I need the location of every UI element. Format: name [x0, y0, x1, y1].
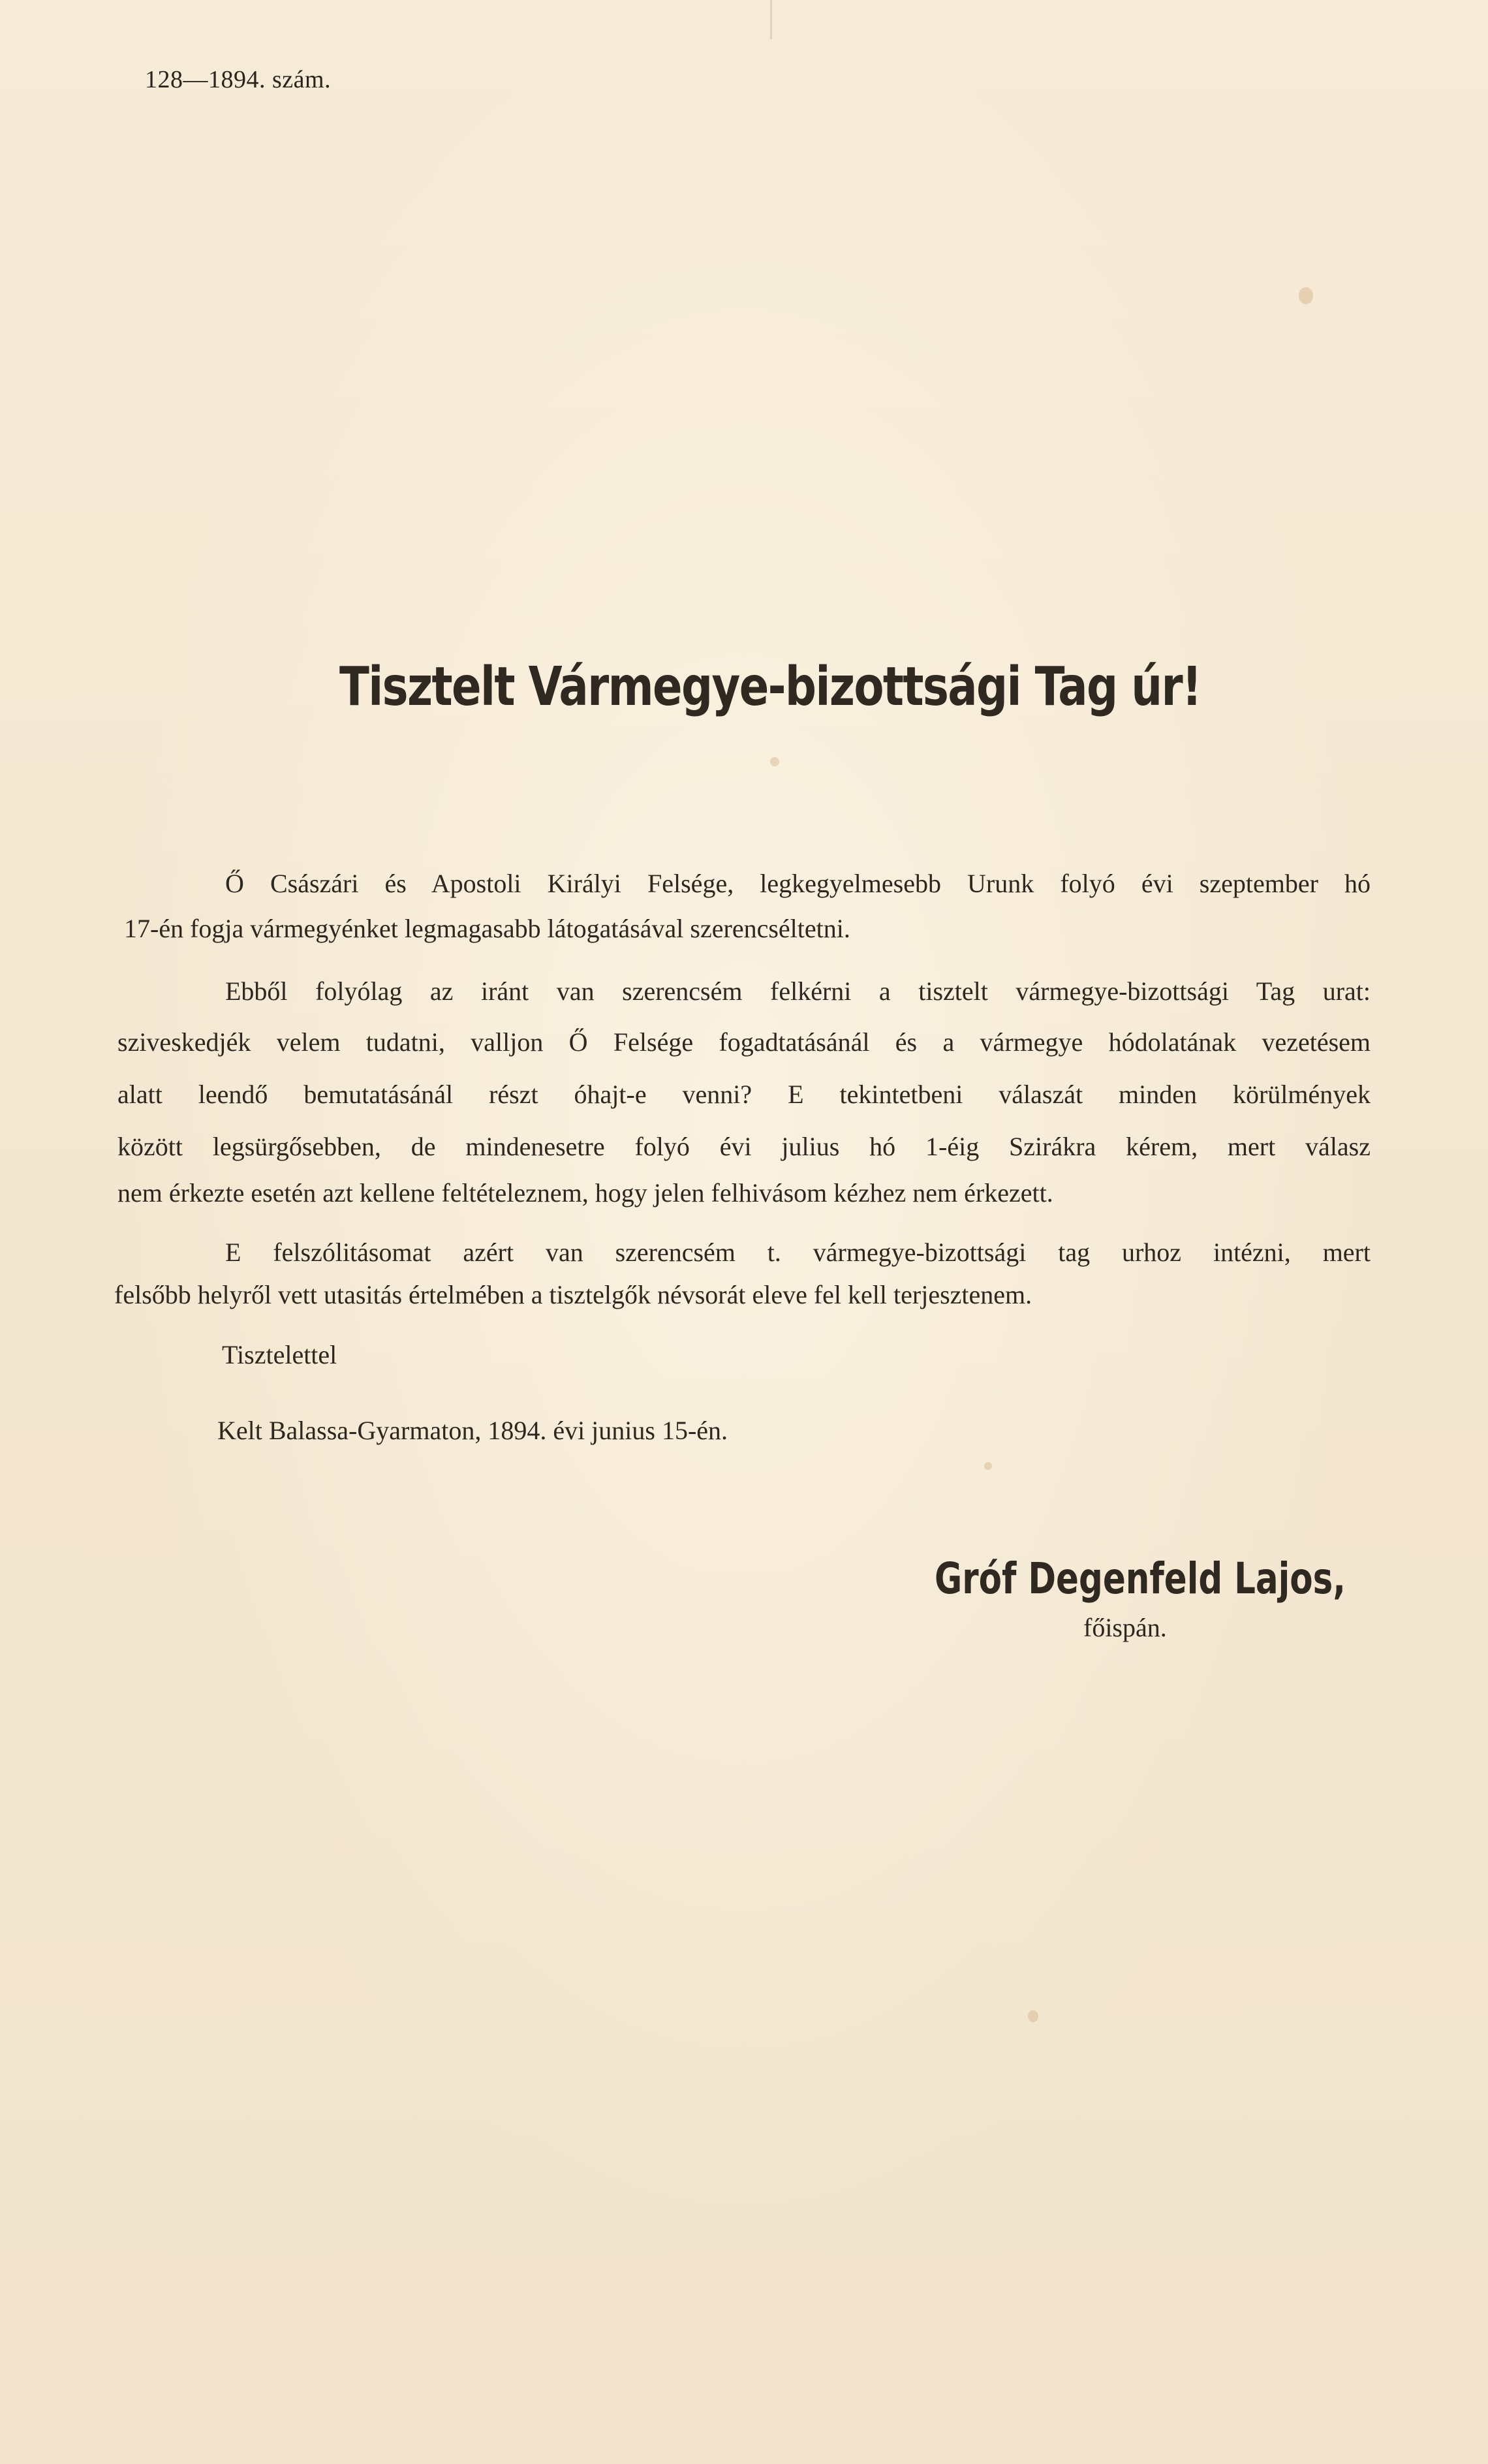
- body-line: alatt leendő bemutatásánál részt óhajt-e venni? E tekintetbeni válaszát minden körülmények: [117, 1080, 1371, 1109]
- body-line: 17-én fogja vármegyénket legmagasabb látogatásával szerencséltetni.: [124, 914, 850, 943]
- body-line: között legsürgősebben, de mindenesetre folyó évi julius hó 1-éig Szirákra kérem, mert válasz: [117, 1132, 1371, 1161]
- reference-number: 128—1894. szám.: [145, 66, 332, 93]
- signature-name: Gróf Degenfeld Lajos,: [935, 1553, 1346, 1604]
- paper-stain: [984, 1462, 992, 1470]
- body-line: Ő Császári és Apostoli Királyi Felsége, legkegyelmesebb Urunk folyó évi szeptember hó: [225, 869, 1371, 898]
- paper-stain: [770, 757, 779, 766]
- signature-title: főispán.: [1083, 1613, 1167, 1642]
- body-line: sziveskedjék velem tudatni, valljon Ő Felsége fogadtatásánál és a vármegye hódolatának vezetésem: [117, 1027, 1371, 1057]
- body-line: Ebből folyólag az iránt van szerencsém felkérni a tisztelt vármegye-bizottsági Tag urat:: [225, 976, 1371, 1006]
- paper-fold-mark: [770, 0, 772, 39]
- date-line: Kelt Balassa-Gyarmaton, 1894. évi junius 15-én.: [217, 1416, 728, 1445]
- letter-title: Tisztelt Vármegye-bizottsági Tag úr!: [339, 656, 1201, 718]
- body-line: felsőbb helyről vett utasitás értelmében a tisztelgők névsorát eleve fel kell terjesztenem.: [114, 1280, 1032, 1309]
- closing-text: Tisztelettel: [222, 1340, 337, 1369]
- body-line: nem érkezte esetén azt kellene feltételeznem, hogy jelen felhivásom kézhez nem érkezett.: [117, 1178, 1053, 1208]
- paper-stain: [1028, 2010, 1038, 2022]
- paper-stain: [1299, 287, 1313, 304]
- body-line: E felszólitásomat azért van szerencsém t. vármegye-bizottsági tag urhoz intézni, mert: [225, 1238, 1371, 1267]
